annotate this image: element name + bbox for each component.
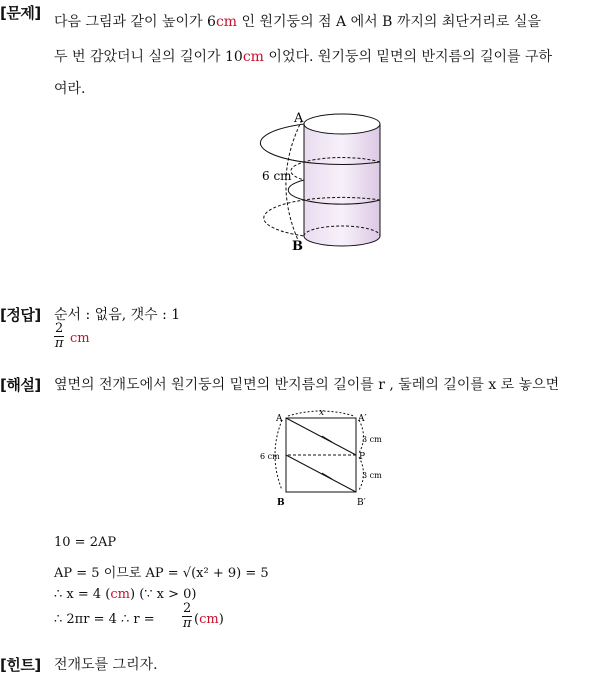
fig1-label-a: A [294,111,304,126]
equation-4: ∴ 2πr = 4 ∴ r = [54,612,155,627]
fig2-label-3cm-bottom: 3 cm [362,471,382,480]
equation-3: ∴ x = 4 (cm) (∵ x > 0) [54,587,197,602]
cylinder-figure [258,104,388,256]
problem-line-1: 다음 그림과 같이 높이가 6cm 인 원기둥의 점 A 에서 B 까지의 최단거리로 실을 [54,14,541,30]
fig2-label-a-prime: A′ [358,414,367,424]
fig1-label-b: B [292,239,303,254]
fig2-label-p: P [359,452,366,462]
answer-fraction: $\frac{2}{\pi}$ [54,321,64,351]
fig1-height-label: 6 cm [262,169,292,183]
development-figure [258,408,388,510]
fig2-label-3cm-top: 3 cm [362,435,382,444]
answer-heading: [정답] [0,306,41,324]
explanation-heading: [해설] [0,376,41,394]
fig2-label-b-prime: B′ [357,498,366,508]
problem-line-2: 두 번 감았더니 실의 길이가 10cm 이었다. 원기둥의 밑면의 반지름의 길이를 구하 [54,49,553,65]
fig2-label-x: x [319,408,325,418]
fig2-label-6cm: 6 cm [260,452,280,461]
hint-text: 전개도를 그리자. [54,657,158,673]
explanation-intro: 옆면의 전개도에서 원기둥의 밑면의 반지름의 길이를 r , 둘레의 길이를 x 로 놓으면 [54,377,560,393]
answer-line-1: 순서 : 없음, 갯수 : 1 [54,307,181,323]
problem-heading: [문제] [0,4,41,22]
equation-4-fraction: $\frac{2}{\pi}$ [182,601,192,631]
hint-heading: [힌트] [0,656,41,674]
equation-1: 10 = 2AP [54,535,117,550]
fig2-label-a: A [276,414,283,424]
problem-line-3: 여라. [54,81,86,97]
fig2-label-b: B [277,498,285,508]
equation-2: AP = 5 이므로 AP = √(x² + 9) = 5 [54,566,269,581]
answer-unit: cm [70,331,90,346]
equation-4-unit: (cm) [194,612,224,627]
